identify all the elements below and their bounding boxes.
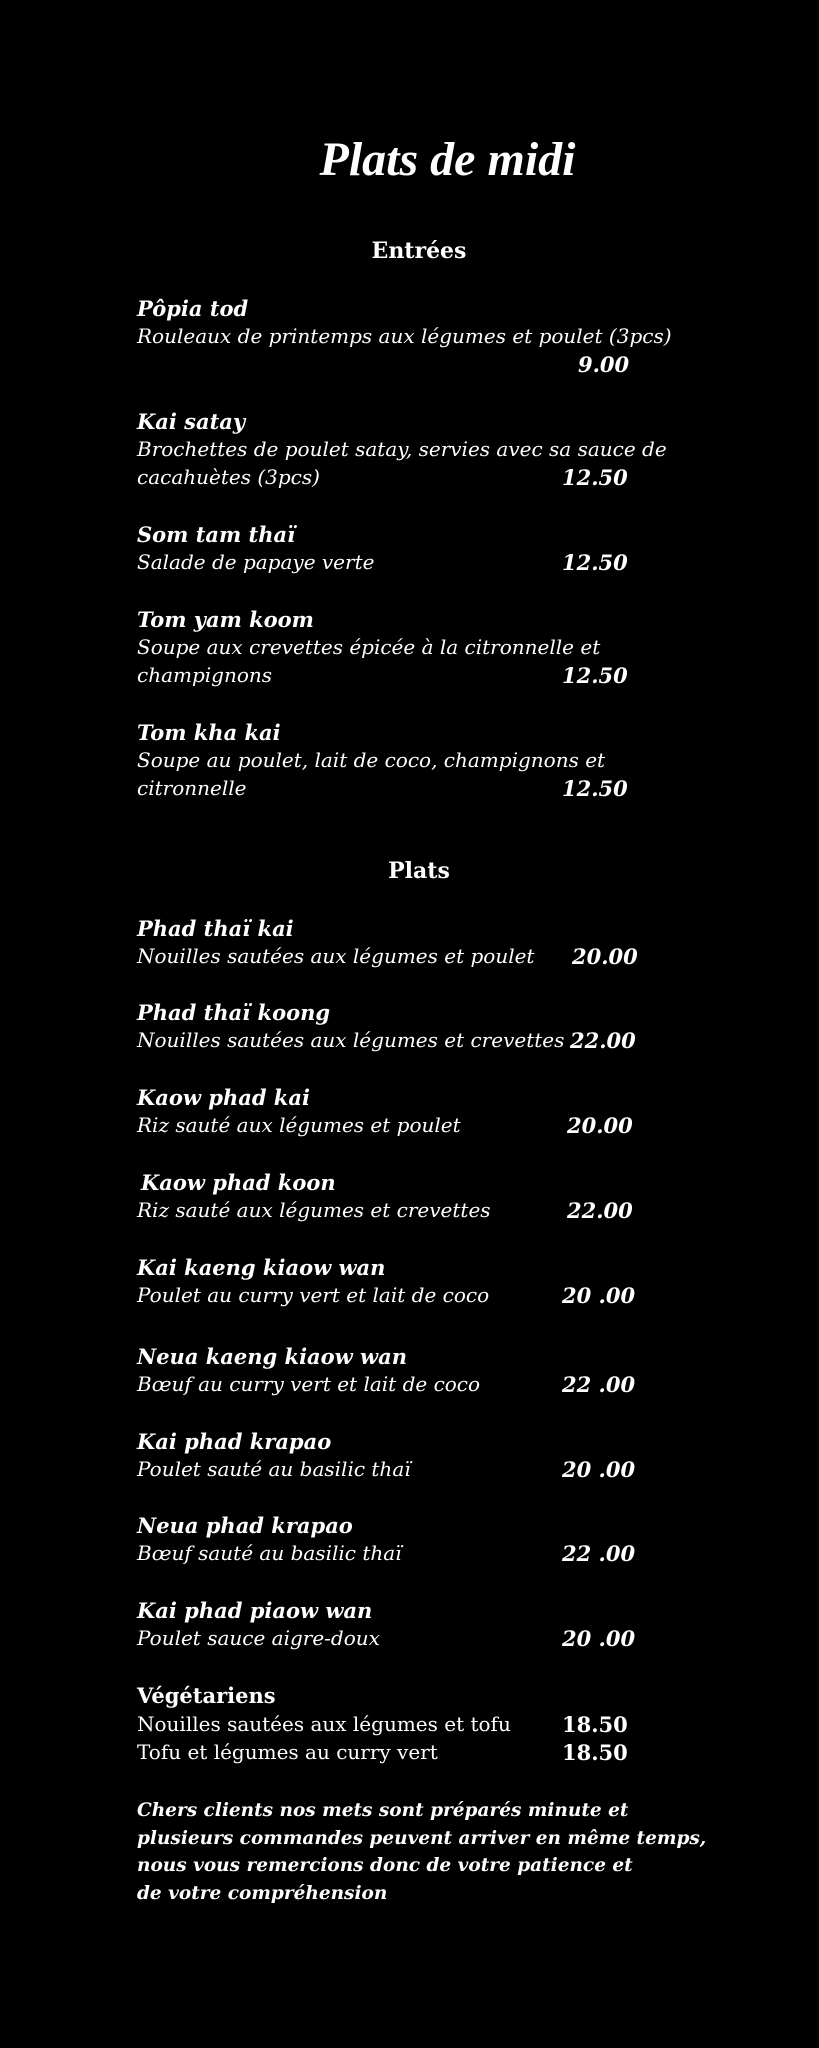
item-description: Poulet sauté au basilic thaï: [137, 1457, 411, 1481]
customer-note: [137, 1797, 737, 1907]
item-price: 12.50: [562, 550, 628, 575]
veg-item-description: Tofu et légumes au curry vert: [137, 1740, 438, 1764]
item-description: Nouilles sautées aux légumes et crevettes: [137, 1028, 565, 1052]
item-name: Neua phad krapao: [137, 1513, 353, 1538]
note-line: nous vous remercions donc de votre patience et: [137, 1855, 633, 1876]
item-price: 22.00: [570, 1028, 636, 1053]
section-heading-plats: Plats: [388, 858, 450, 884]
page-title: Plats de midi: [319, 133, 576, 186]
item-name: Kai kaeng kiaow wan: [137, 1255, 386, 1280]
item-price: 20 .00: [562, 1283, 636, 1308]
item-name: Kaow phad koon: [141, 1170, 336, 1195]
item-name: Neua kaeng kiaow wan: [137, 1344, 408, 1369]
item-name: Tom yam koom: [137, 607, 314, 632]
item-description: Soupe au poulet, lait de coco, champignons et: [137, 748, 606, 772]
note-line: plusieurs commandes peuvent arriver en même temps,: [137, 1827, 707, 1849]
item-name: Kai phad krapao: [137, 1429, 332, 1454]
item-description-cont: cacahuètes (3pcs): [137, 465, 320, 489]
item-price: 22 .00: [562, 1541, 636, 1566]
item-description: Riz sauté aux légumes et crevettes: [137, 1198, 491, 1222]
item-description: Soupe aux crevettes épicée à la citronnelle et: [137, 635, 601, 659]
item-price: 12.50: [562, 663, 628, 688]
item-price: 20 .00: [562, 1457, 636, 1482]
section-heading-entrees: Entrées: [371, 238, 467, 264]
item-description: Rouleaux de printemps aux légumes et poulet (3pcs): [137, 324, 672, 348]
item-name: Kaow phad kai: [137, 1085, 310, 1110]
item-description: Salade de papaye verte: [137, 550, 375, 574]
item-name: Kai phad piaow wan: [137, 1598, 373, 1623]
item-price: 20.00: [567, 1113, 633, 1138]
section-heading-vegetariens: Végétariens: [137, 1683, 276, 1708]
item-name: Pôpia tod: [137, 296, 249, 321]
item-description-cont: champignons: [137, 663, 273, 687]
item-description: Brochettes de poulet satay, servies avec sa sauce de: [137, 437, 667, 461]
item-price: 22 .00: [562, 1372, 636, 1397]
item-description: Poulet sauce aigre-doux: [137, 1626, 380, 1650]
veg-item-price: 18.50: [562, 1740, 628, 1765]
item-name: Phad thaï koong: [137, 1000, 331, 1025]
item-name: Kai satay: [137, 409, 246, 434]
item-name: Phad thaï kai: [137, 916, 294, 941]
item-description-cont: citronnelle: [137, 776, 247, 800]
veg-item-description: Nouilles sautées aux légumes et tofu: [137, 1712, 511, 1736]
note-line: de votre compréhension: [137, 1882, 388, 1904]
item-price: 20.00: [572, 944, 638, 969]
item-name: Tom kha kai: [137, 720, 281, 745]
item-description: Bœuf au curry vert et lait de coco: [137, 1372, 481, 1396]
item-description: Poulet au curry vert et lait de coco: [137, 1283, 490, 1307]
item-price: 9.00: [578, 352, 630, 377]
item-description: Riz sauté aux légumes et poulet: [137, 1113, 461, 1137]
item-price: 12.50: [562, 465, 628, 490]
note-line: Chers clients nos mets sont préparés minute et: [137, 1800, 629, 1821]
item-price: 22.00: [567, 1198, 633, 1223]
item-description: Nouilles sautées aux légumes et poulet: [137, 944, 535, 968]
item-price: 20 .00: [562, 1626, 636, 1651]
item-name: Som tam thaï: [137, 522, 296, 547]
item-price: 12.50: [562, 776, 628, 801]
item-description: Bœuf sauté au basilic thaï: [137, 1541, 402, 1565]
veg-item-price: 18.50: [562, 1712, 628, 1737]
